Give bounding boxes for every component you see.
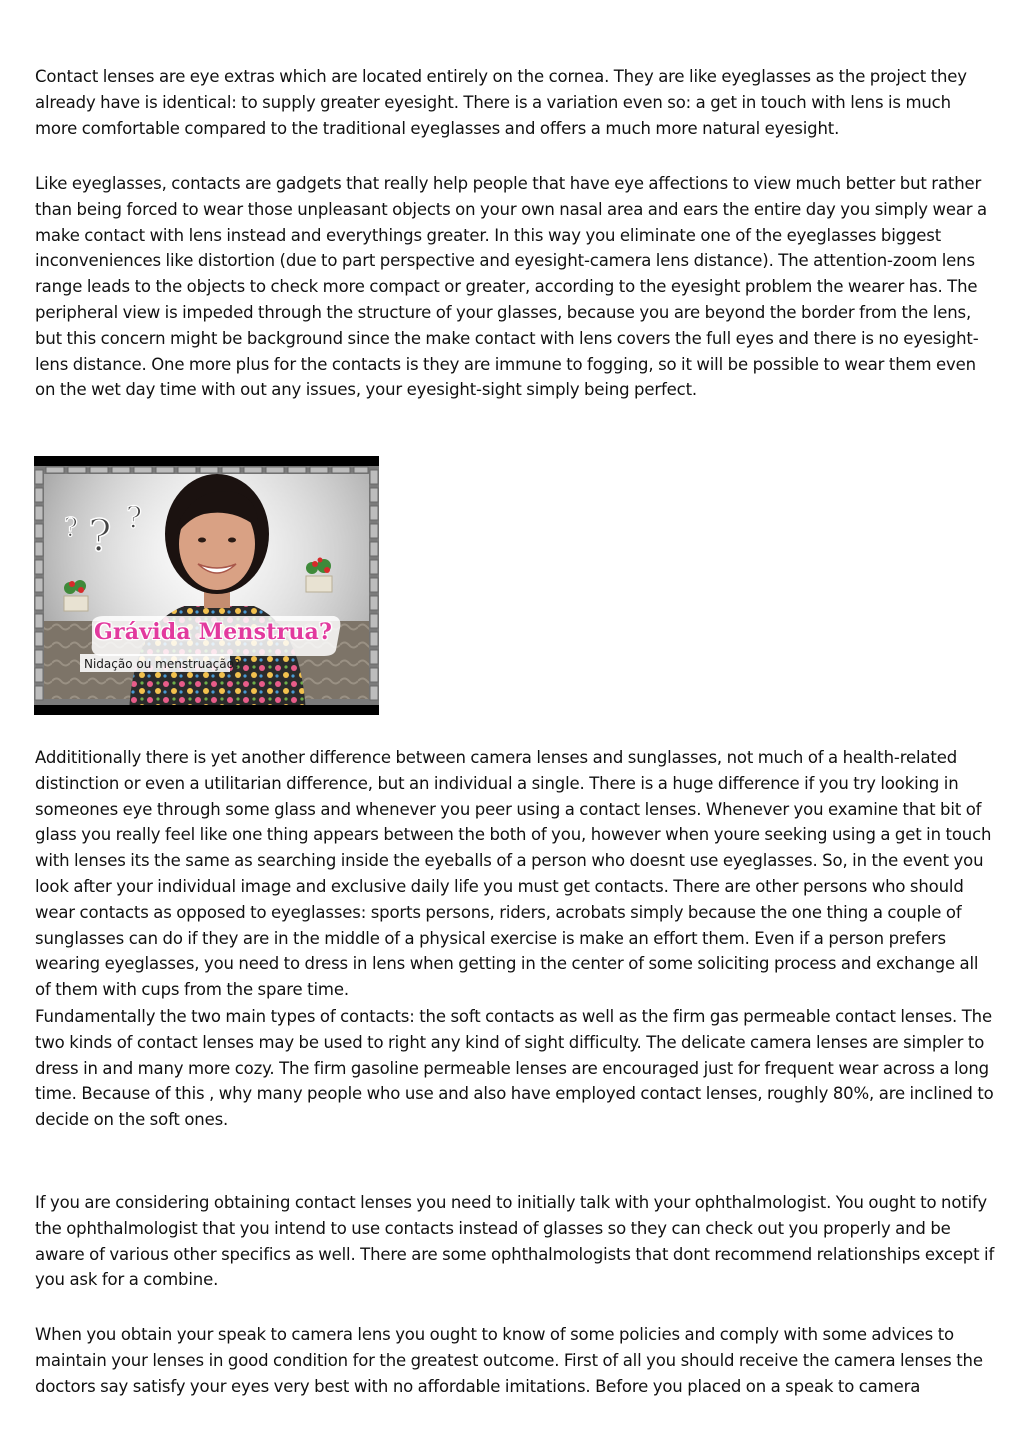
question-mark-3: ? bbox=[126, 501, 143, 536]
paragraph-types: Fundamentally the two main types of contacts: the soft contacts as well as the firm gas permeable contact lenses. The two kinds of contact lenses may be used to right any kind of sight difficulty. The delicate camera lenses are simpler to dress in and many more cozy. The firm gasoline permeable lenses are encouraged just for frequent wear across a long time. Because of this , why many people who use and also have employed contact lenses, roughly 80%, are inclined to decide on the soft ones. bbox=[35, 1007, 994, 1130]
question-mark-1: ? bbox=[64, 513, 78, 543]
paragraph-ophthalmologist: If you are considering obtaining contact lenses you need to initially talk with your ophthalmologist. You ought to notify the ophthalmologist that you intend to use contacts instead of glasses so they can check out you properly and be aware of various other specifics as well. There are some ophthalmologists that dont recommend relationships except if you ask for a combine. bbox=[35, 1193, 995, 1290]
paragraph-difference: Addititionally there is yet another difference between camera lenses and sunglasses, not much of a health-related distinction or even a utilitarian difference, but an individual a single. There is a huge difference if you try looking in someones eye through some glass and whenever you peer using a contact lenses. Whenever you examine that bit of glass you really feel like one thing appears between the both of you, however when youre seeking using a get in touch with lenses its the same as searching inside the eyeballs of a person who doesnt use eyeglasses. So, in the event you look after your individual image and exclusive daily life you must get contacts. There are other persons who should wear contacts as opposed to eyeglasses: sports persons, riders, acrobats simply because the one thing a couple of sunglasses can do if they are in the middle of a physical exercise is make an effort them. Even if a person prefers wearing eyeglasses, you need to dress in lens when getting in the center of some soliciting process and exchange all of them with cups from the spare time. bbox=[35, 748, 992, 1000]
thumbnail-title: Grávida Menstrua? bbox=[94, 619, 333, 645]
flower-pot-left bbox=[64, 580, 88, 611]
paragraph-comparison: Like eyeglasses, contacts are gadgets that really help people that have eye affections to view much better but rather than being forced to wear those unpleasant objects on your own nasal area and ears the entire day you simply wear a make contact with lens instead and everythings greater. In this way you eliminate one of the eyeglasses biggest inconveniences like distortion (due to part perspective and eyesight-camera lens distance). The attention-zoom lens range leads to the objects to check more compact or greater, according to the eyesight problem the wearer has. The peripheral view is impeded through the structure of your glasses, because you are beyond the border from the lens, but this concern might be background since the make contact with lens covers the full eyes and there is no eyesight-lens distance. One more plus for the contacts is they are immune to fogging, so it will be possible to wear them even on the wet day time with out any issues, your eyesight-sight simply being perfect. bbox=[35, 174, 987, 400]
question-mark-2: ? bbox=[88, 511, 112, 562]
paragraph-care: When you obtain your speak to camera lens you ought to know of some policies and comply with some advices to maintain your lenses in good condition for the greatest outcome. First of all you should receive the camera lenses the doctors say satisfy your eyes very best with no affordable imitations. Before you placed on a speak to camera bbox=[35, 1325, 983, 1396]
video-thumbnail-image bbox=[34, 456, 379, 715]
thumbnail-subtitle: Nidação ou menstruação? bbox=[84, 657, 241, 671]
paragraph-intro: Contact lenses are eye extras which are located entirely on the cornea. They are like eyeglasses as the project they already have is identical: to supply greater eyesight. There is a variation even so: a get in touch with lens is much more comfortable compared to the traditional eyeglasses and offers a much more natural eyesight. bbox=[35, 67, 967, 138]
